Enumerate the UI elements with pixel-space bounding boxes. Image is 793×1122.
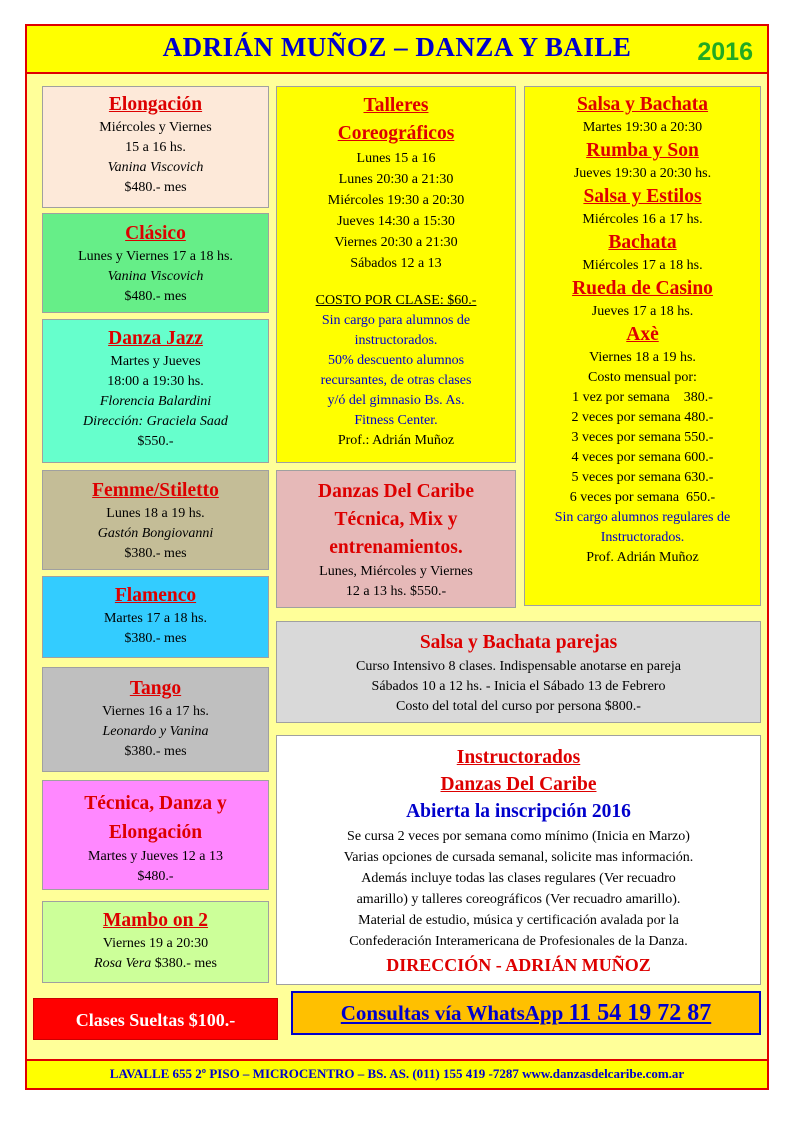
elongacion-teacher: Vanina Viscovich (107, 160, 204, 175)
jazz-card (42, 319, 269, 463)
instructorados-line: Se cursa 2 veces por semana como mínimo (Inicia en Marzo) (347, 829, 690, 844)
talleres-note: 50% descuento alumnos (327, 353, 465, 368)
talleres-schedule-item: Lunes 20:30 a 21:30 (338, 172, 454, 187)
tango-card (42, 667, 269, 772)
jazz-price: $550.- (137, 434, 174, 449)
talleres-schedule-item: Sábados 12 a 13 (350, 256, 442, 271)
mambo-days: Viernes 19 a 20:30 (102, 936, 209, 951)
talleres-prof: Prof.: Adrián Muñoz (337, 433, 455, 448)
tecnica-title-1: Técnica, Danza y (84, 793, 227, 814)
instructorados-line: Además incluye todas las clases regulares (Ver recuadro (361, 871, 676, 886)
whatsapp-number[interactable]: 11 54 19 72 87 (568, 1000, 712, 1026)
elongacion-card (42, 86, 269, 208)
tecnica-card (42, 780, 269, 890)
tango-price: $380.- mes (124, 744, 187, 759)
talleres-note: Sin cargo para alumnos de (321, 313, 471, 328)
rumba-title: Rumba y Son (586, 140, 699, 161)
talleres-note: recursantes, de otras clases (320, 373, 472, 388)
price-row: 5 veces por semana 630.- (571, 470, 714, 485)
flamenco-card (42, 576, 269, 658)
rueda-time: Jueves 17 a 18 hs. (591, 304, 694, 319)
elongacion-title: Elongación (108, 94, 203, 115)
year-label: 2016 (697, 38, 753, 66)
instructorados-title-2: Danzas Del Caribe (440, 774, 597, 795)
footer-address: LAVALLE 655 2º PISO – MICROCENTRO – BS. AS. (011) 155 419 -7287 www.danzasdelcaribe.com.ar (27, 1059, 767, 1088)
mambo-price: $380.- mes (151, 956, 217, 971)
salsa-estilos-title: Salsa y Estilos (583, 186, 702, 207)
tango-teacher: Leonardo y Vanina (102, 724, 209, 739)
talleres-schedule-item: Jueves 14:30 a 15:30 (337, 214, 455, 229)
instructorados-line: Material de estudio, música y certificación avalada por la (358, 913, 679, 928)
whatsapp-contact[interactable] (291, 991, 761, 1035)
salsa-estilos-time: Miércoles 16 a 17 hs. (582, 212, 703, 227)
instructorados-line: Varias opciones de cursada semanal, solicite mas información. (343, 850, 694, 865)
flamenco-price: $380.- mes (124, 631, 187, 646)
rumba-time: Jueves 19:30 a 20:30 hs. (573, 166, 712, 181)
talleres-title-2: Coreográficos (337, 123, 455, 144)
talleres-schedule (277, 148, 515, 274)
clasico-days: Lunes y Viernes 17 a 18 hs. (78, 249, 233, 264)
caribe-title-2: Técnica, Mix y (334, 509, 458, 530)
instructorados-subtitle: Abierta la inscripción 2016 (406, 801, 631, 822)
talleres-cost: COSTO POR CLASE: $60.- (315, 293, 477, 308)
parejas-line-3: Costo del total del curso por persona $800.- (396, 699, 641, 714)
flamenco-days: Martes 17 a 18 hs. (103, 611, 208, 626)
instructorados-card (276, 735, 761, 985)
salsa-bachata-time: Martes 19:30 a 20:30 (582, 120, 703, 135)
instructorados-line: Confederación Interamericana de Profesionales de la Danza. (349, 934, 688, 949)
salsa-note-1: Sin cargo alumnos regulares de (554, 510, 731, 525)
tecnica-price: $480.- (137, 869, 174, 884)
instructorados-title-1: Instructorados (456, 747, 581, 768)
price-row: 2 veces por semana 480.- (571, 410, 714, 425)
salsa-card (524, 86, 761, 606)
jazz-days: Martes y Jueves (110, 354, 201, 369)
femme-price: $380.- mes (124, 546, 187, 561)
jazz-direction: Dirección: Graciela Saad (83, 414, 228, 429)
mambo-title: Mambo on 2 (102, 910, 209, 931)
talleres-schedule-item: Viernes 20:30 a 21:30 (334, 235, 458, 250)
femme-teacher: Gastón Bongiovanni (97, 526, 214, 541)
caribe-title-1: Danzas Del Caribe (318, 481, 474, 502)
parejas-line-1: Curso Intensivo 8 clases. Indispensable anotarse en pareja (355, 659, 681, 674)
tecnica-days: Martes y Jueves 12 a 13 (88, 849, 223, 864)
tango-title: Tango (129, 678, 182, 699)
talleres-notes (277, 311, 515, 431)
mambo-card (42, 901, 269, 983)
talleres-note: y/ó del gimnasio Bs. As. (327, 393, 465, 408)
instructorados-line: amarillo) y talleres coreográficos (Ver recuadro amarillo). (356, 892, 681, 907)
elongacion-time: 15 a 16 hs. (125, 140, 186, 155)
elongacion-price: $480.- mes (124, 180, 187, 195)
mambo-teacher-line (43, 954, 268, 974)
femme-card (42, 470, 269, 570)
cost-title: Costo mensual por: (588, 370, 697, 385)
bachata-time: Miércoles 17 a 18 hs. (582, 258, 703, 273)
rueda-title: Rueda de Casino (572, 278, 713, 299)
femme-days: Lunes 18 a 19 hs. (106, 506, 205, 521)
tango-days: Viernes 16 a 17 hs. (102, 704, 209, 719)
price-row: 6 veces por semana 650.- (569, 490, 716, 505)
header (27, 26, 767, 74)
talleres-schedule-item: Miércoles 19:30 a 20:30 (327, 193, 465, 208)
clasico-title: Clásico (125, 223, 186, 244)
mambo-teacher: Rosa Vera (94, 956, 152, 971)
talleres-note: instructorados. (354, 333, 438, 348)
bachata-title: Bachata (608, 232, 677, 253)
jazz-time: 18:00 a 19:30 hs. (107, 374, 204, 389)
femme-title: Femme/Stiletto (92, 480, 219, 501)
caribe-time: 12 a 13 hs. $550.- (345, 584, 447, 599)
instructorados-direction: DIRECCIÓN - ADRIÁN MUÑOZ (386, 955, 651, 975)
page-title: ADRIÁN MUÑOZ – DANZA Y BAILE (162, 32, 632, 62)
parejas-title: Salsa y Bachata parejas (419, 632, 618, 653)
jazz-teacher: Florencia Balardini (99, 394, 212, 409)
talleres-schedule-item: Lunes 15 a 16 (356, 151, 436, 166)
salsa-note-2: Instructorados. (600, 530, 685, 545)
tecnica-title-2: Elongación (108, 822, 203, 843)
clases-sueltas-badge: Clases Sueltas $100.- (33, 998, 278, 1040)
price-row: 3 veces por semana 550.- (571, 430, 714, 445)
parejas-line-2: Sábados 10 a 12 hs. - Inicia el Sábado 13 de Febrero (371, 679, 666, 694)
salsa-prof: Prof. Adrián Muñoz (586, 550, 699, 565)
caribe-title-3: entrenamientos. (329, 537, 463, 558)
clasico-teacher: Vanina Viscovich (107, 269, 204, 284)
clasico-price: $480.- mes (124, 289, 187, 304)
parejas-card (276, 621, 761, 723)
talleres-title-1: Talleres (363, 95, 429, 116)
jazz-title: Danza Jazz (108, 328, 203, 349)
elongacion-days: Miércoles y Viernes (99, 120, 212, 135)
whatsapp-label: Consultas vía WhatsApp (340, 1001, 569, 1025)
salsa-bachata-title: Salsa y Bachata (576, 94, 709, 115)
price-row: 1 vez por semana 380.- (572, 390, 713, 405)
talleres-card (276, 86, 516, 463)
axe-title: Axè (626, 324, 659, 345)
caribe-card (276, 470, 516, 608)
price-row: 4 veces por semana 600.- (571, 450, 714, 465)
talleres-note: Fitness Center. (354, 413, 438, 428)
clasico-card (42, 213, 269, 313)
caribe-days: Lunes, Miércoles y Viernes (319, 564, 473, 579)
flamenco-title: Flamenco (114, 585, 197, 606)
axe-time: Viernes 18 a 19 hs. (589, 350, 696, 365)
